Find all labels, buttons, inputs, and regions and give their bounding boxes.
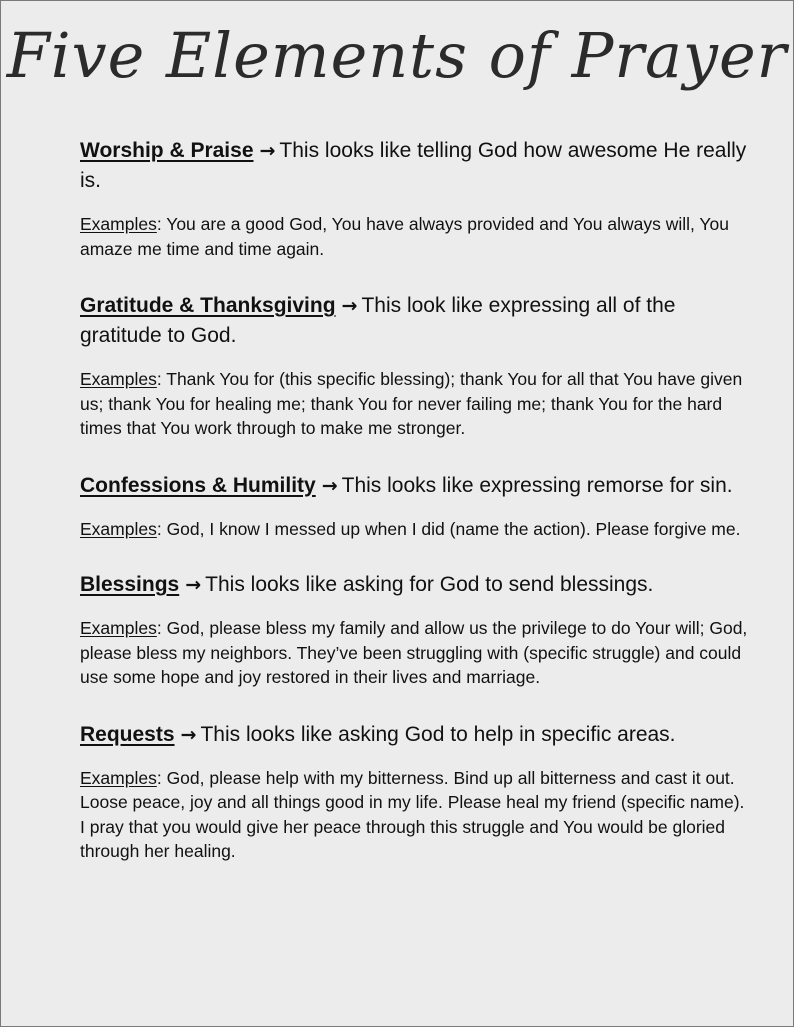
arrow-right-icon: → [341, 295, 358, 317]
section-description: This looks like asking God to help in specific areas. [200, 722, 676, 746]
section-heading-line [80, 720, 750, 750]
section-examples [80, 212, 750, 261]
section-requests [80, 720, 750, 864]
section-heading-line [80, 291, 750, 351]
section-worship-praise [80, 136, 750, 261]
examples-text: : Thank You for (this specific blessing); thank You for all that You have given us; thank You for healing me; thank You for never failing me; thank You for the hard times that You work through to make me stronger. [80, 369, 743, 438]
examples-label: Examples [80, 618, 157, 638]
prayer-elements-list [80, 136, 750, 864]
examples-label: Examples [80, 214, 157, 234]
section-heading-line [80, 471, 750, 501]
section-heading: Confessions & Humility [80, 473, 316, 497]
section-examples [80, 517, 750, 542]
section-examples [80, 367, 750, 441]
section-blessings [80, 570, 750, 690]
section-description: This looks like asking for God to send blessings. [205, 573, 654, 596]
examples-label: Examples [80, 767, 157, 788]
arrow-right-icon: → [259, 140, 276, 162]
examples-text: : God, please help with my bitterness. Bind up all bitterness and cast it out. Loose peace, joy and all things good in my life. Please heal my friend (specific name). I pray that you would give her peace through this struggle and You would be gloried through her healing. [80, 767, 745, 861]
section-heading-line [80, 570, 750, 600]
section-confessions-humility [80, 471, 750, 542]
section-heading: Blessings [80, 573, 180, 596]
examples-text: : God, please bless my family and allow us the privilege to do Your will; God, please bless my neighbors. They’ve been struggling with (specific struggle) and could use some hope and joy restored in their lives and marriage. [80, 618, 748, 687]
section-heading: Requests [80, 722, 175, 746]
page-title: Five Elements of Prayer [6, 19, 788, 92]
arrow-right-icon: → [321, 474, 338, 497]
examples-text: : You are a good God, You have always provided and You always will, You amaze me time and time again. [80, 214, 729, 259]
examples-text: : God, I know I messed up when I did (name the action). Please forgive me. [156, 518, 741, 539]
section-description: This looks like expressing remorse for sin. [341, 473, 733, 497]
examples-label: Examples [80, 369, 157, 389]
section-heading-line [80, 136, 750, 196]
arrow-right-icon: → [180, 723, 197, 746]
section-description: This looks like telling God how awesome He really is. [80, 139, 747, 192]
section-heading: Worship & Praise [80, 139, 254, 162]
arrow-right-icon: → [185, 574, 202, 596]
section-heading: Gratitude & Thanksgiving [80, 294, 336, 317]
section-gratitude-thanksgiving [80, 291, 750, 441]
section-examples [80, 616, 750, 690]
section-description: This look like expressing all of the gratitude to God. [80, 294, 676, 347]
section-examples [80, 766, 750, 864]
examples-label: Examples [80, 518, 157, 539]
